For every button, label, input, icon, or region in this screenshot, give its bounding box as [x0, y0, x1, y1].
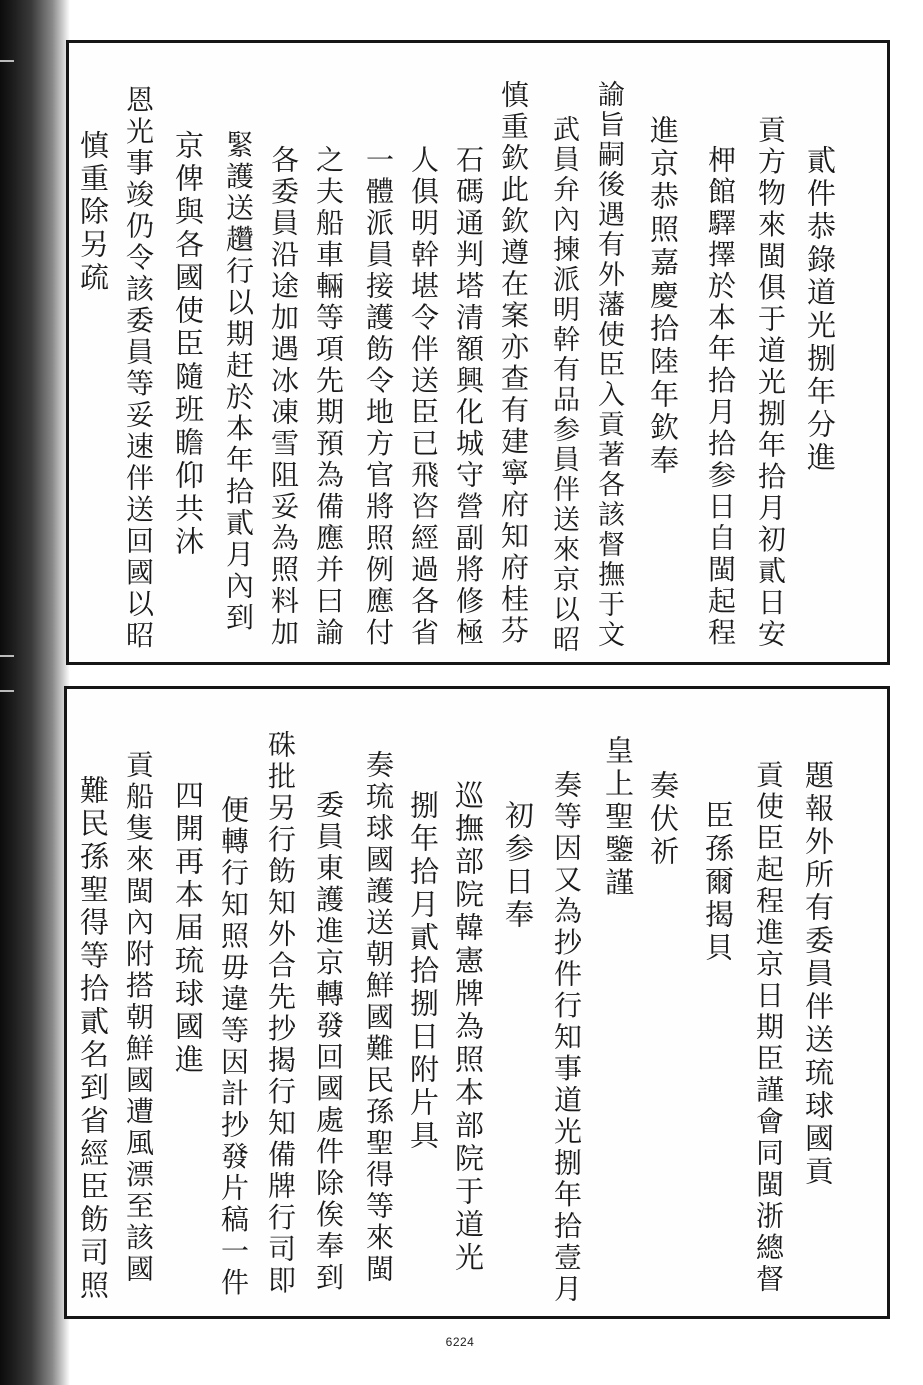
- top-column-7: 慎重欽此欽遵在案亦查有建寧府知府桂芬: [497, 80, 530, 647]
- top-column-5: 諭旨嗣後遇有外藩使臣入貢著各該督撫于文: [593, 80, 624, 650]
- bottom-column-14: 四開再本届琉球國進: [171, 780, 205, 1077]
- gutter-mark: [0, 60, 14, 62]
- top-column-14: 京俾與各國使臣隨班瞻仰共沐: [171, 130, 205, 559]
- top-column-15: 恩光事竣仍令該委員等妥速伴送回國以昭: [122, 85, 155, 652]
- bottom-column-8: 巡撫部院韓憲牌為照本部院于道光: [451, 780, 485, 1275]
- bottom-column-3: 臣孫爾揭貝: [701, 800, 735, 965]
- top-column-10: 一體派員接護飭令地方官將照例應付: [362, 145, 395, 649]
- top-column-3: 柙館驛擇於本年拾月拾参日自閩起程: [704, 145, 737, 649]
- bottom-column-2: 貢使臣起程進京日期臣謹會同閩浙總督: [752, 760, 785, 1296]
- top-column-13: 緊護送趲行以期赶於本年拾貳月內到: [222, 130, 255, 634]
- bottom-column-5: 皇上聖鑒謹: [601, 735, 635, 900]
- top-column-8: 石碼通判塔清額興化城守營副將修極: [452, 145, 485, 649]
- bottom-column-6: 奏等因又為抄件行知事道光捌年拾壹月: [550, 770, 583, 1306]
- top-column-4: 進京恭照嘉慶拾陸年欽奉: [646, 115, 680, 478]
- bottom-column-1: 題報外所有委員伴送琉球國貢: [801, 760, 835, 1189]
- gutter-mark: [0, 655, 14, 657]
- bottom-column-9: 捌年拾月貳拾捌日附片具: [406, 790, 440, 1153]
- bottom-column-4: 奏伏祈: [646, 770, 680, 869]
- top-column-11: 之夫船車輛等項先期預為備應并曰諭: [312, 145, 345, 649]
- bottom-column-13: 便轉行知照毋違等因計抄發片稿一件: [217, 795, 250, 1299]
- bottom-column-10: 奏琉球國護送朝鮮國難民孫聖得等來閩: [362, 750, 395, 1286]
- page-number: 6224: [445, 1335, 475, 1349]
- bottom-column-11: 委員東護進京轉發回國處件除俟奉到: [312, 790, 345, 1294]
- bottom-column-15: 貢船隻來閩內附搭朝鮮國遭風漂至該國: [122, 750, 155, 1286]
- book-gutter: [0, 0, 70, 1385]
- top-column-2: 貢方物來閩俱于道光捌年拾月初貳日安: [754, 115, 787, 651]
- bottom-column-7: 初参日奉: [501, 800, 535, 932]
- top-column-16: 慎重除另疏: [76, 130, 110, 295]
- top-column-12: 各委員沿途加遇冰凍雪阻妥為照料加: [267, 145, 300, 649]
- bottom-column-12: 硃批另行飭知外合先抄揭行知備牌行司即: [264, 730, 297, 1297]
- top-column-1: 貳件恭錄道光捌年分進: [803, 145, 837, 475]
- gutter-mark: [0, 690, 14, 692]
- top-column-6: 武員弁內揀派明幹有品参員伴送來京以昭: [548, 115, 579, 655]
- top-column-9: 人俱明幹堪令伴送臣已飛咨經過各省: [407, 145, 440, 649]
- bottom-column-16: 難民孫聖得等拾貳名到省經臣飭司照: [76, 775, 110, 1303]
